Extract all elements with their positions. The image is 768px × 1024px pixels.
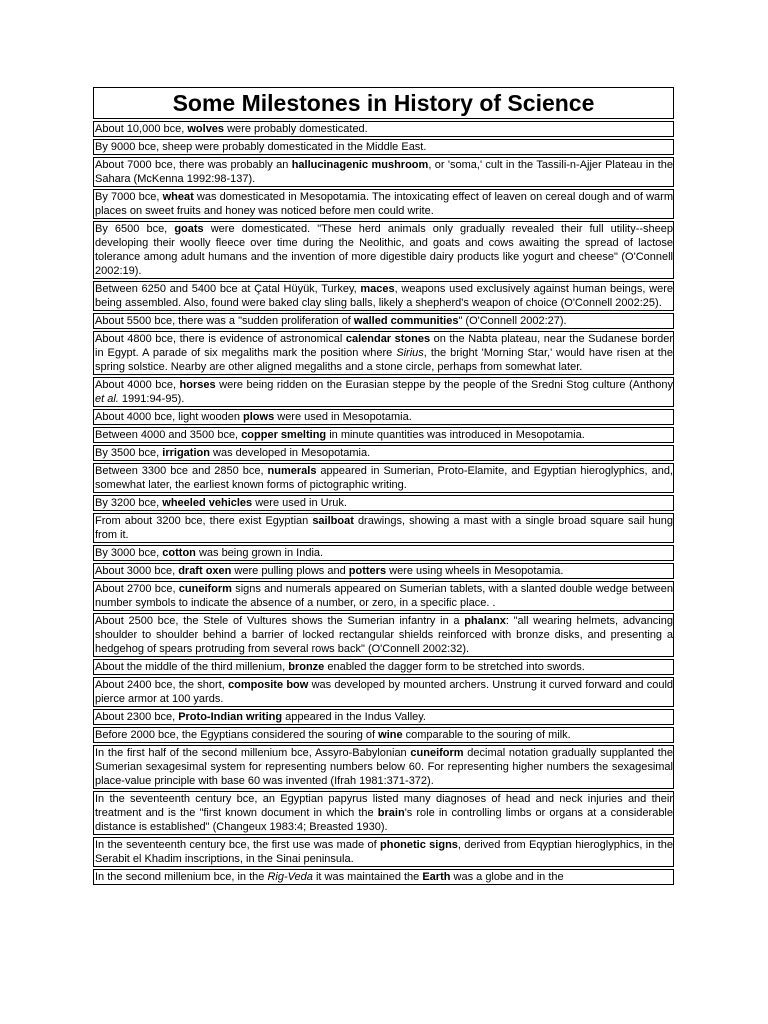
milestone-entry <box>93 139 674 155</box>
highlighted-term: copper smelting <box>241 429 327 441</box>
milestone-entry <box>93 313 674 329</box>
highlighted-term: composite bow <box>228 679 309 691</box>
page-title: Some Milestones in History of Science <box>172 90 595 116</box>
entry-text: 1991:94-95). <box>118 393 185 405</box>
milestone-entry <box>93 157 674 187</box>
milestone-entry <box>93 745 674 789</box>
highlighted-term: calendar stones <box>345 333 431 345</box>
milestone-entry <box>93 377 674 407</box>
milestone-entry <box>93 727 674 743</box>
milestone-entry <box>93 331 674 375</box>
entry-text: was developed by mounted archers. Unstrung it curved forward and could pierce armor at 100 yards. <box>95 679 674 705</box>
entry-text: By 6500 bce, <box>95 223 175 235</box>
milestone-entry <box>93 495 674 511</box>
milestone-entry <box>93 463 674 493</box>
entry-text: By 3000 bce, <box>95 547 163 559</box>
entry-text: Between 4000 and 3500 bce, <box>95 429 242 441</box>
highlighted-term: wine <box>378 729 403 741</box>
entry-text: was domesticated in Mesopotamia. The intoxicating effect of leaven on cereal dough and of warm places on sweet fruits and honey was noticed before men could write. <box>95 191 673 217</box>
entry-text: signs and numerals appeared on Sumerian tablets, with a slanted double wedge between number symbols to indicate the absence of a number, or zero, in a specific place. . <box>95 583 673 609</box>
highlighted-term: numerals <box>267 465 317 477</box>
highlighted-term: hallucinagenic mushroom <box>291 159 429 171</box>
entry-text: was a globe and in the <box>450 871 564 883</box>
italic-text: et al. <box>95 393 119 405</box>
milestone-entry <box>93 545 674 561</box>
entry-text: drawings, showing a mast with a single broad square sail hung from it. <box>95 515 674 541</box>
entry-text: In the first half of the second millenium bce, Assyro-Babylonian <box>95 747 411 759</box>
milestone-entry <box>93 677 674 707</box>
entry-text: were being ridden on the Eurasian steppe by the people of the Sredni Stog culture (Anthony <box>215 379 673 391</box>
highlighted-term: irrigation <box>162 447 210 459</box>
milestone-entry <box>93 869 674 885</box>
entry-text: About 2500 bce, the Stele of Vultures shows the Sumerian infantry in a <box>95 615 465 627</box>
entry-text: : "all wearing helmets, advancing shoulder to shoulder behind a barrier of locked rectangular shields reinforced with bronze disks, and presenting a hedgehog of spears protruding from several rows back" (O'Connell 2002:32). <box>95 615 673 655</box>
entry-text: About 2700 bce, <box>95 583 179 595</box>
milestone-entry <box>93 221 674 279</box>
entry-text: on the Nabta plateau, near the Sudanese border in Egypt. A parade of six megaliths mark the position where <box>95 333 673 359</box>
highlighted-term: phonetic signs <box>380 839 458 851</box>
highlighted-term: phalanx <box>464 615 506 627</box>
entry-text: " (O'Connell 2002:27). <box>458 315 567 327</box>
entry-text: Before 2000 bce, the Egyptians considered the souring of <box>95 729 379 741</box>
document-page <box>93 87 674 887</box>
milestone-entry <box>93 709 674 725</box>
entry-text: comparable to the souring of milk. <box>402 729 571 741</box>
entry-text: About 4000 bce, <box>95 379 180 391</box>
milestone-entry <box>93 281 674 311</box>
highlighted-term: wolves <box>187 123 225 135</box>
milestone-entry <box>93 409 674 425</box>
entry-text: 's role in controlling limbs or organs at a considerable distance is established" (Changeux 1983:4; Breasted 1930). <box>95 807 673 833</box>
entry-text: was being grown in India. <box>195 547 324 559</box>
entry-text: were pulling plows and <box>231 565 349 577</box>
entry-text: it was maintained the <box>312 871 423 883</box>
milestone-entry <box>93 121 674 137</box>
highlighted-term: potters <box>348 565 387 577</box>
title-box <box>93 87 674 119</box>
entry-text: About 2400 bce, the short, <box>95 679 229 691</box>
entry-text: About 2300 bce, <box>95 711 179 723</box>
entry-text: About 7000 bce, there was probably an <box>95 159 292 171</box>
highlighted-term: sailboat <box>312 515 354 527</box>
entry-text: was developed in Mesopotamia. <box>209 447 371 459</box>
milestone-entry <box>93 189 674 219</box>
entry-text: About 10,000 bce, <box>95 123 188 135</box>
entry-text: , derived from Eqyptian hieroglyphics, in the Serabit el Khadim inscriptions, in the Sinai peninsula. <box>95 839 673 865</box>
entry-text: In the second millenium bce, in the <box>95 871 268 883</box>
entry-text: About 5500 bce, there was a "sudden proliferation of <box>95 315 354 327</box>
milestone-entry <box>93 427 674 443</box>
entry-text: In the seventeenth century bce, an Egyptian papyrus listed many diagnoses of head and neck injuries and their treatment and is the "first known document in which the <box>95 793 673 819</box>
milestone-entry <box>93 659 674 675</box>
entry-text: Between 3300 bce and 2850 bce, <box>95 465 268 477</box>
highlighted-term: goats <box>174 223 204 235</box>
highlighted-term: Proto-Indian writing <box>178 711 283 723</box>
milestone-list <box>93 121 674 885</box>
entry-text: , the bright 'Morning Star,' would have risen at the spring solstice. Nearby are other aligned megaliths and a stone circle, perhaps from somewhat later. <box>95 347 673 373</box>
entry-text: were used in Uruk. <box>252 497 347 509</box>
milestone-entry <box>93 837 674 867</box>
highlighted-term: draft oxen <box>178 565 232 577</box>
italic-text: Sirius <box>396 347 424 359</box>
entry-text: , weapons used exclusively against human beings, were being assembled. Also, found were baked clay sling balls, likely a shepherd's weapon of choice (O'Connell 2002:25). <box>95 283 673 309</box>
entry-text: About 4000 bce, light wooden <box>95 411 244 423</box>
entry-text: About 3000 bce, <box>95 565 179 577</box>
entry-text: About 4800 bce, there is evidence of astronomical <box>95 333 346 345</box>
highlighted-term: plows <box>243 411 275 423</box>
milestone-entry <box>93 563 674 579</box>
highlighted-term: horses <box>179 379 216 391</box>
entry-text: were using wheels in Mesopotamia. <box>386 565 564 577</box>
entry-text: By 3200 bce, <box>95 497 163 509</box>
highlighted-term: bronze <box>288 661 325 673</box>
italic-text: Rig-Veda <box>267 871 313 883</box>
entry-text: were used in Mesopotamia. <box>274 411 412 423</box>
entry-text: were domesticated. "These herd animals only gradually revealed their full utility--sheep developing their woolly fleece over time during the Neolithic, and goats and cows awaiting the spread of lactose tolerance among adult humans and the invention of more digestible dairy products like yogurt and cheese" (O'Connell 2002:19). <box>95 223 673 277</box>
highlighted-term: cuneiform <box>178 583 232 595</box>
entry-text: Between 6250 and 5400 bce at Çatal Hüyük, Turkey, <box>95 283 361 295</box>
entry-text: By 3500 bce, <box>95 447 163 459</box>
highlighted-term: brain <box>377 807 405 819</box>
milestone-entry <box>93 513 674 543</box>
entry-text: appeared in the Indus Valley. <box>282 711 426 723</box>
highlighted-term: wheeled vehicles <box>162 497 253 509</box>
milestone-entry <box>93 581 674 611</box>
highlighted-term: cuneiform <box>410 747 464 759</box>
milestone-entry <box>93 613 674 657</box>
entry-text: were probably domesticated. <box>224 123 368 135</box>
milestone-entry <box>93 791 674 835</box>
entry-text: About the middle of the third millenium, <box>95 661 289 673</box>
entry-text: , or 'soma,' cult in the Tassili-n-Ajjer Plateau in the Sahara (McKenna 1992:98-137). <box>95 159 673 185</box>
entry-text: By 7000 bce, <box>95 191 163 203</box>
highlighted-term: maces <box>360 283 395 295</box>
entry-text: enabled the dagger form to be stretched into swords. <box>324 661 585 673</box>
entry-text: From about 3200 bce, there exist Egyptian <box>95 515 313 527</box>
entry-text: In the seventeenth century bce, the first use was made of <box>95 839 380 851</box>
highlighted-term: Earth <box>422 871 451 883</box>
entry-text: appeared in Sumerian, Proto-Elamite, and Egyptian hieroglyphics, and, somewhat later, the earliest known forms of pictographic writing. <box>95 465 674 491</box>
highlighted-term: wheat <box>162 191 194 203</box>
milestone-entry <box>93 445 674 461</box>
entry-text: By 9000 bce, sheep were probably domesticated in the Middle East. <box>95 141 427 153</box>
highlighted-term: cotton <box>162 547 196 559</box>
entry-text: decimal notation gradually supplanted the Sumerian sexagesimal system for representing numbers below 60. For representing higher numbers the sexagesimal place-value principle with base 60 was invented (Ifrah 1981:371-372). <box>95 747 673 787</box>
entry-text: in minute quantities was introduced in Mesopotamia. <box>326 429 585 441</box>
highlighted-term: walled communities <box>353 315 459 327</box>
